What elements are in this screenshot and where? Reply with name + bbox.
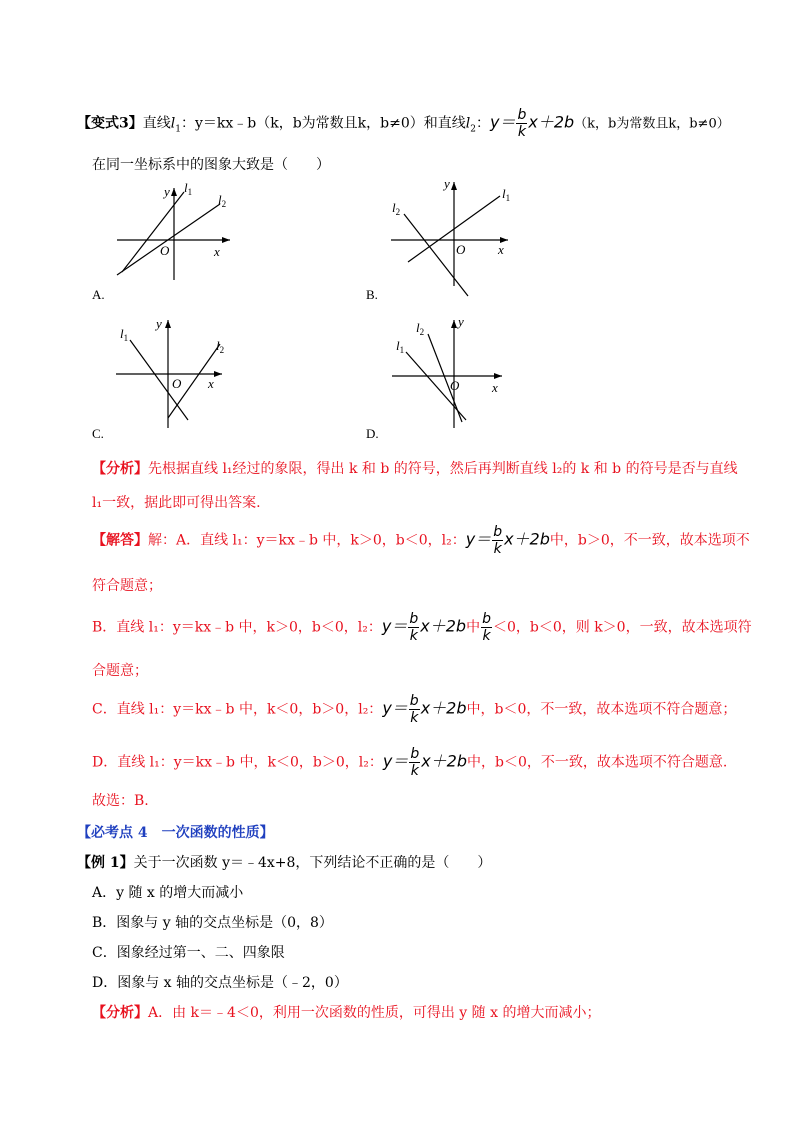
formula-fraction-2 <box>481 612 492 643</box>
graph-a <box>112 178 237 283</box>
l2-sub: 2 <box>470 124 476 135</box>
l2-fraction <box>516 108 527 139</box>
answer-c <box>92 694 736 725</box>
formula-fraction <box>492 525 503 556</box>
l2-label: $l_2$ <box>416 320 425 337</box>
x-arrow-icon <box>494 373 502 379</box>
variant-question-line2: 在同一坐标系中的图象大致是（ ） <box>92 157 330 173</box>
formula-tail: x＋2b <box>420 616 467 636</box>
formula-y-eq: y＝ <box>382 751 409 771</box>
frac-den: k <box>409 628 418 644</box>
example-analysis-tag: 【分析】 <box>92 1005 148 1021</box>
formula-fraction <box>409 747 420 778</box>
example-question-text: 关于一次函数 y＝﹣4x+8，下列结论不正确的是（ ） <box>133 855 492 871</box>
frac-num: b <box>493 524 503 540</box>
analysis-line2: l₁一致，据此即可得出答案. <box>92 495 261 511</box>
line-l1 <box>122 192 184 272</box>
y-label: y <box>164 184 170 199</box>
example-option-a: A．y 随 x 的增大而减小 <box>92 885 244 901</box>
frac-num: b <box>409 611 419 627</box>
formula-y-eq: y＝ <box>381 616 408 636</box>
example-question <box>77 852 491 872</box>
y-label: y <box>458 314 464 329</box>
answer-choice: 故选：B. <box>92 793 149 809</box>
option-c-label: C. <box>92 426 104 441</box>
example-option-c: C．图象经过第一、二、四象限 <box>92 945 285 961</box>
variant-question-line1 <box>77 108 730 139</box>
example-analysis <box>92 1002 600 1022</box>
formula-tail: x＋2b <box>504 529 550 549</box>
formula-fraction <box>409 694 420 725</box>
y-label: y <box>156 316 162 331</box>
answer-a <box>92 525 750 556</box>
text: 直线 <box>142 115 171 132</box>
answer-c-post: 中，b＜0，不一致，故本选项不符合题意； <box>466 701 737 718</box>
l1-symbol: l <box>170 115 176 132</box>
section-title: 【必考点 4 一次函数的性质】 <box>77 825 274 841</box>
frac-num: b <box>409 693 419 709</box>
y-arrow-icon <box>171 188 177 196</box>
formula-y-eq: y＝ <box>465 529 492 549</box>
answer-tag: 【解答】 <box>92 532 148 549</box>
line1-equation: ：y＝kx﹣b（k，b为常数且k，b≠0）和直线 <box>180 115 466 132</box>
origin-label: O <box>450 378 460 393</box>
x-label: x <box>208 376 214 391</box>
colon: ： <box>475 115 490 132</box>
example-analysis-text: A．由 k＝﹣4＜0，利用一次函数的性质，可得出 y 随 x 的增大而减小； <box>148 1005 601 1021</box>
l2-y-eq: y＝ <box>489 112 516 132</box>
frac-den: k <box>410 763 419 779</box>
l2-eq-tail: x＋2b <box>528 112 575 132</box>
graph-b <box>386 176 516 298</box>
example-option-b: B．图象与 y 轴的交点坐标是（0，8） <box>92 915 333 931</box>
option-b-label: B. <box>366 287 378 302</box>
variant-title: 【变式3】 <box>77 115 143 132</box>
l2-label: $l_2$ <box>218 192 227 209</box>
l1-label: $l_1$ <box>502 186 511 203</box>
y-arrow-icon <box>165 320 171 328</box>
origin-label: O <box>456 242 466 257</box>
answer-b-pre: B．直线 l₁：y＝kx﹣b 中，k＞0，b＜0，l₂： <box>92 619 382 636</box>
example-tag: 【例 1】 <box>77 855 134 871</box>
l2-label: $l_2$ <box>392 200 401 217</box>
y-arrow-icon <box>451 320 457 328</box>
answer-a-pre: 解：A．直线 l₁：y＝kx﹣b 中，k＞0，b＜0，l₂： <box>148 532 466 549</box>
origin-label: O <box>160 243 170 258</box>
formula-fraction <box>408 612 419 643</box>
graph-d <box>386 312 511 430</box>
x-label: x <box>492 380 498 395</box>
frac-den: k <box>493 541 502 557</box>
frac-den: k <box>482 628 491 644</box>
answer-b-post: ＜0，b＜0，则 k＞0，一致，故本选项符 <box>492 619 752 636</box>
l1-sub: 1 <box>175 124 181 135</box>
x-arrow-icon <box>214 371 222 377</box>
l2-label: $l_2$ <box>216 338 225 355</box>
answer-d-pre: D．直线 l₁：y＝kx﹣b 中，k＜0，b＞0，l₂： <box>92 754 383 771</box>
x-label: x <box>498 242 504 257</box>
l2-condition: （k，b为常数且k，b≠0） <box>574 116 730 132</box>
l1-label: $l_1$ <box>396 338 405 355</box>
option-a-label: A. <box>92 287 105 302</box>
y-label: y <box>444 176 450 191</box>
x-label: x <box>214 244 220 259</box>
option-d-label: D. <box>366 426 379 441</box>
l1-label: $l_1$ <box>120 326 129 343</box>
frac-den: k <box>517 124 526 140</box>
analysis-text: 先根据直线 l₁经过的象限，得出 k 和 b 的符号，然后再判断直线 l₂的 k 和 b 的符号是否与直线 <box>148 461 738 477</box>
frac-num: b <box>410 746 420 762</box>
origin-label: O <box>172 376 182 391</box>
x-arrow-icon <box>222 237 230 243</box>
analysis-tag: 【分析】 <box>92 461 148 477</box>
answer-a-post: 中，b＞0，不一致，故本选项不 <box>549 532 750 549</box>
analysis-line1 <box>92 458 738 478</box>
example-option-d: D．图象与 x 轴的交点坐标是（﹣2，0） <box>92 975 348 991</box>
answer-c-pre: C．直线 l₁：y＝kx﹣b 中，k＜0，b＞0，l₂： <box>92 701 383 718</box>
answer-b <box>92 612 752 643</box>
l2-symbol: l <box>465 115 471 132</box>
formula-tail: x＋2b <box>420 698 467 718</box>
frac-num: b <box>482 611 491 627</box>
y-arrow-icon <box>451 182 457 190</box>
answer-b-line2: 合题意； <box>92 663 148 679</box>
l1-label: $l_1$ <box>184 180 193 197</box>
formula-tail: x＋2b <box>421 751 468 771</box>
graph-c <box>112 316 242 430</box>
answer-d-post: 中，b＜0，不一致，故本选项不符合题意. <box>467 754 728 771</box>
formula-y-eq: y＝ <box>382 698 408 718</box>
answer-d <box>92 747 727 778</box>
frac-num: b <box>517 107 527 123</box>
answer-b-mid: 中 <box>466 619 481 636</box>
frac-den: k <box>410 710 419 726</box>
answer-a-line2: 符合题意； <box>92 578 162 594</box>
